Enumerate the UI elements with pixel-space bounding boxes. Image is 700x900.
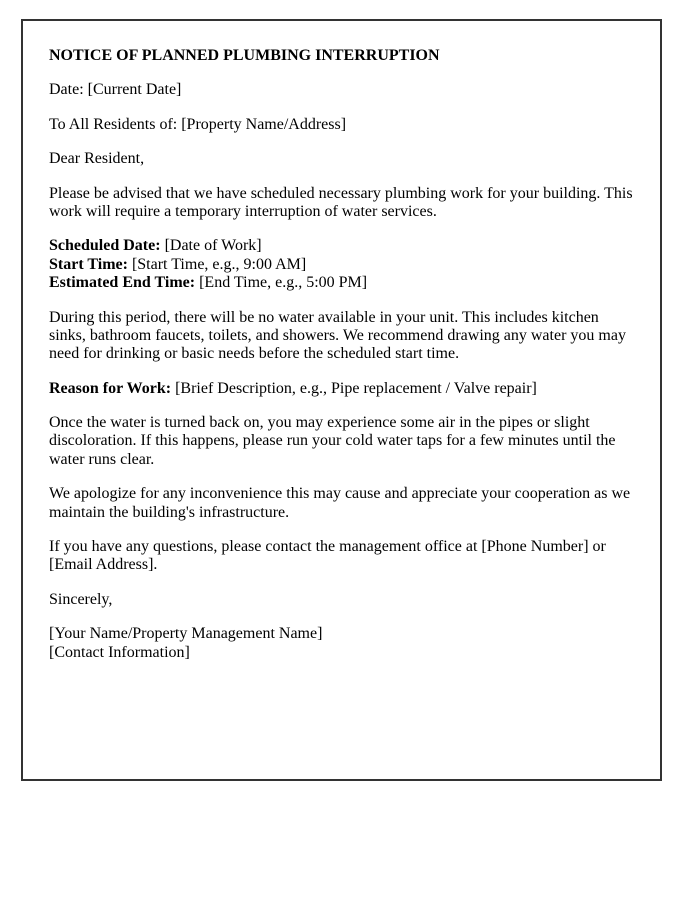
after-restore-paragraph: Once the water is turned back on, you may experience some air in the pipes or slight discoloration. If this happens, please run your cold water taps for a few minutes until the water runs clear. [49,414,616,468]
schedule-block [49,237,634,292]
start-time-value: [Start Time, e.g., 9:00 AM] [131,255,307,273]
letter-title: NOTICE OF PLANNED PLUMBING INTERRUPTION [49,47,440,64]
signature-block [49,625,634,662]
apology-paragraph: We apologize for any inconvenience this may cause and appreciate your cooperation as we maintain the building's infrastructure. [49,485,631,521]
end-time-value: [End Time, e.g., 5:00 PM] [199,274,368,292]
questions-paragraph: If you have any questions, please contact the management office at [Phone Number] or [Email Address]. [49,538,606,574]
reason-value: [Brief Description, e.g., Pipe replacement / Valve repair] [175,379,537,397]
scheduled-date-label: Scheduled Date: [49,237,161,255]
scheduled-date-value: [Date of Work] [164,237,262,255]
letter-document [21,19,662,781]
signature-contact: [Contact Information] [49,643,190,661]
intro-paragraph: Please be advised that we have scheduled necessary plumbing work for your building. This work will require a temporary interruption of water services. [49,184,633,220]
end-time-label: Estimated End Time: [49,274,196,292]
salutation: Dear Resident, [49,150,145,168]
recipients-line: To All Residents of: [Property Name/Address] [49,115,347,133]
during-period-paragraph: During this period, there will be no water available in your unit. This includes kitchen sinks, bathroom faucets, toilets, and showers. We recommend drawing any water you may need for drinking or basic needs before the scheduled start time. [49,308,626,363]
date-line: Date: [Current Date] [49,81,182,99]
closing: Sincerely, [49,590,113,608]
reason-label: Reason for Work: [49,379,172,397]
reason-line [49,380,634,398]
signature-name: [Your Name/Property Management Name] [49,625,323,643]
start-time-label: Start Time: [49,255,128,273]
